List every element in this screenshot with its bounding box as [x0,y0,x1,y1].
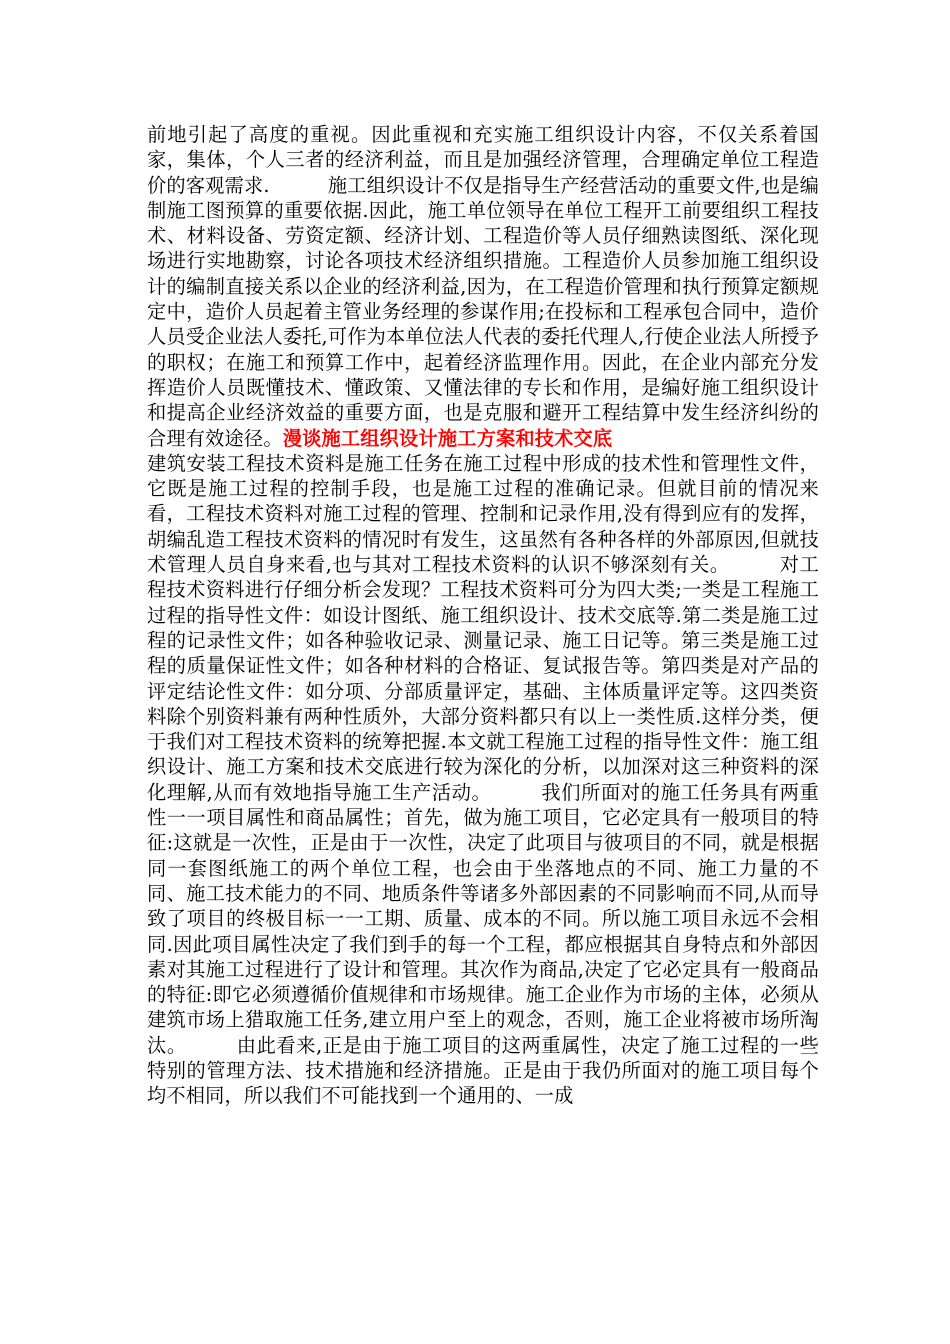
paragraph-text: 前地引起了高度的重视。因此重视和充实施工组织设计内容，不仅关系着国家，集体，个人三者的经济利益，而且是加强经济管理，合理确定单位工程造价的客观需求. 施工组织设计不仅是指导生产经营活动的重要文件,也是编制施工图预算的重要依据.因此，施工单位领导在单位工程开工前要组织工程技术、材料设备、劳资定额、经济计划、工程造价等人员仔细熟读图纸、深化现场进行实地勘察，讨论各项技术经济组织措施。工程造价人员参加施工组织设计的编制直接关系以企业的经济利益,因为，在工程造价管理和执行预算定额规定中，造价人员起着主管业务经理的参谋作用;在投标和工程承包合同中，造价人员受企业法人委托,可作为本单位法人代表的委托代理人,行使企业法人所授予的职权；在施工和预算工作中，起着经济监理作用。因此，在企业内部充分发挥造价人员既懂技术、懂政策、又懂法律的专长和作用，是编好施工组织设计和提高企业经济效益的重要方面，也是克服和避开工程结算中发生经济纠纷的合理有效途径。 [147,123,819,450]
body-paragraph [147,122,819,451]
section-heading: 漫谈施工组织设计施工方案和技术交底 [282,426,613,450]
body-paragraph: 建筑安装工程技术资料是施工任务在施工过程中形成的技术性和管理性文件，它既是施工过程的控制手段，也是施工过程的准确记录。但就目前的情况来看，工程技术资料对施工过程的管理、控制和记录作用,没有得到应有的发挥，胡编乱造工程技术资料的情况时有发生，这虽然有各种各样的外部原因,但就技术管理人员自身来看,也与其对工程技术资料的认识不够深刻有关。 对工程技术资料进行仔细分析会发现？工程技术资料可分为四大类;一类是工程施工过程的指导性文件：如设计图纸、施工组织设计、技术交底等.第二类是施工过程的记录性文件；如各种验收记录、测量记录、施工日记等。第三类是施工过程的质量保证性文件；如各种材料的合格证、复试报告等。第四类是对产品的评定结论性文件：如分项、分部质量评定，基础、主体质量评定等。这四类资料除个别资料兼有两种性质外，大部分资料都只有以上一类性质.这样分类，便于我们对工程技术资料的统筹把握.本文就工程施工过程的指导性文件：施工组织设计、施工方案和技术交底进行较为深化的分析，以加深对这三种资料的深化理解,从而有效地指导施工生产活动。 我们所面对的施工任务具有两重性一一项目属性和商品属性；首先，做为施工项目，它必定具有一般项目的特征:这就是一次性，正是由于一次性，决定了此项目与彼项目的不同，就是根据同一套图纸施工的两个单位工程，也会由于坐落地点的不同、施工力量的不同、施工技术能力的不同、地质条件等诸多外部因素的不同影响而不同,从而导致了项目的终极目标一一工期、质量、成本的不同。所以施工项目永远不会相同.因此项目属性决定了我们到手的每一个工程，都应根据其自身特点和外部因素对其施工过程进行了设计和管理。其次作为商品,决定了它必定具有一般商品的特征:即它必须遵循价值规律和市场规律。施工企业作为市场的主体，必须从建筑市场上猎取施工任务,建立用户至上的观念，否则，施工企业将被市场所淘汰。 由此看来,正是由于施工项目的这两重属性，决定了施工过程的一些特别的管理方法、技术措施和经济措施。正是由于我仍所面对的施工项目每个均不相同，所以我们不可能找到一个通用的、一成 [147,451,819,1108]
document-body [147,122,819,1109]
